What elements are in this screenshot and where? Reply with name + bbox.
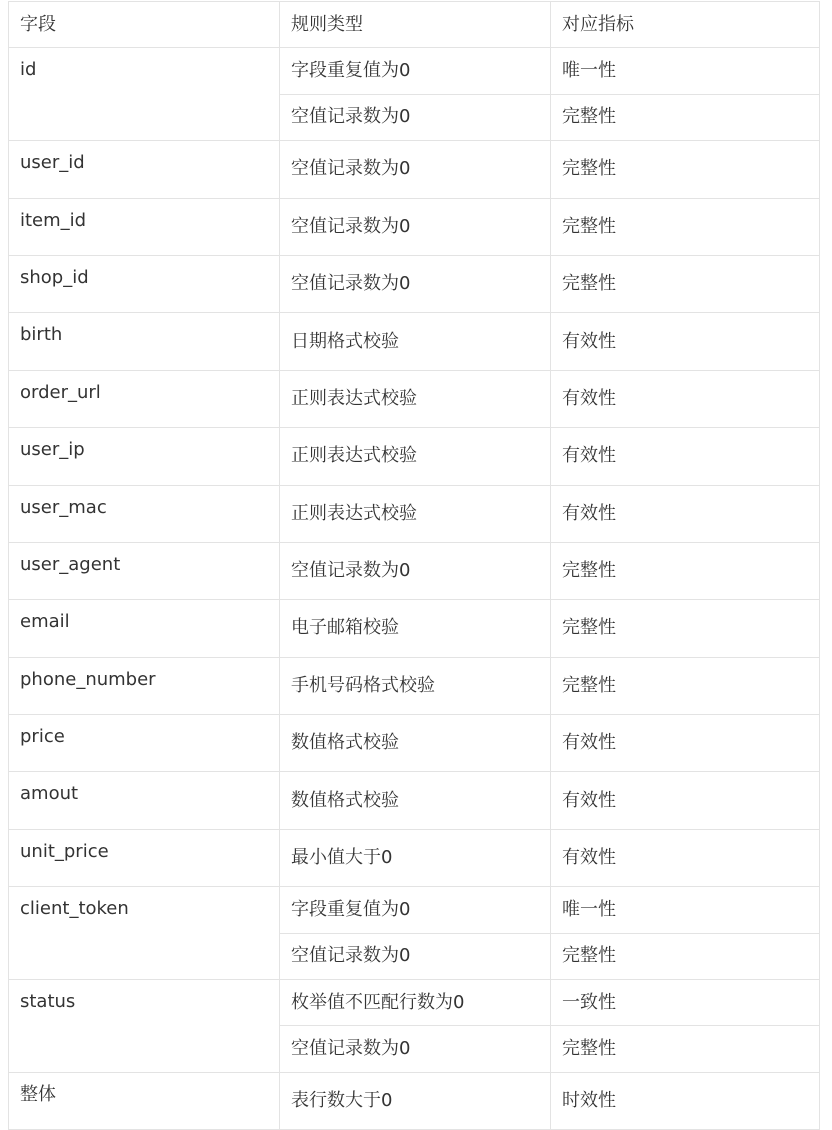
header-metric: 对应指标 [551,2,820,48]
table-row [9,485,820,542]
header-rule-type: 规则类型 [280,2,551,48]
metric-cell: 完整性 [551,542,820,599]
table-row [9,715,820,772]
rule-type-cell: 表行数大于0 [280,1072,551,1129]
metric-cell: 有效性 [551,485,820,542]
metric-cell: 完整性 [551,94,820,140]
rule-type-cell: 空值记录数为0 [280,255,551,312]
rule-type-cell: 正则表达式校验 [280,485,551,542]
rule-type-cell: 正则表达式校验 [280,370,551,427]
metric-cell: 有效性 [551,370,820,427]
header-field: 字段 [9,2,280,48]
table-row [9,542,820,599]
metric-cell: 完整性 [551,1026,820,1072]
field-name-cell: amout [9,772,280,829]
field-name-cell: id [9,48,280,141]
rule-type-cell: 手机号码格式校验 [280,657,551,714]
metric-cell: 有效性 [551,313,820,370]
rule-type-cell: 数值格式校验 [280,772,551,829]
table-body [9,48,820,1130]
metric-cell: 时效性 [551,1072,820,1129]
metric-cell: 一致性 [551,980,820,1026]
metric-cell: 完整性 [551,933,820,979]
metric-cell: 完整性 [551,255,820,312]
metric-cell: 有效性 [551,715,820,772]
rule-type-cell: 空值记录数为0 [280,933,551,979]
rule-type-cell: 电子邮箱校验 [280,600,551,657]
field-name-cell: user_agent [9,542,280,599]
field-name-cell: user_ip [9,428,280,485]
table-row [9,198,820,255]
rule-type-cell: 字段重复值为0 [280,48,551,94]
table-row [9,829,820,886]
table-row [9,980,820,1026]
table-row [9,600,820,657]
metric-cell: 唯一性 [551,48,820,94]
table-header-row [9,2,820,48]
rule-type-cell: 空值记录数为0 [280,1026,551,1072]
field-name-cell: user_id [9,141,280,198]
metric-cell: 有效性 [551,829,820,886]
field-name-cell: price [9,715,280,772]
rule-type-cell: 空值记录数为0 [280,141,551,198]
rule-type-cell: 数值格式校验 [280,715,551,772]
table-row [9,370,820,427]
rule-type-cell: 日期格式校验 [280,313,551,370]
table-row [9,772,820,829]
table-row [9,887,820,933]
rule-type-cell: 枚举值不匹配行数为0 [280,980,551,1026]
data-quality-rules-table [8,1,820,1130]
field-name-cell: email [9,600,280,657]
rule-type-cell: 空值记录数为0 [280,198,551,255]
field-name-cell: birth [9,313,280,370]
rules-table-container [8,1,819,1130]
rule-type-cell: 空值记录数为0 [280,542,551,599]
metric-cell: 完整性 [551,198,820,255]
field-name-cell: unit_price [9,829,280,886]
table-row [9,48,820,94]
field-name-cell: phone_number [9,657,280,714]
table-row [9,255,820,312]
table-row [9,1072,820,1129]
table-row [9,141,820,198]
metric-cell: 唯一性 [551,887,820,933]
metric-cell: 完整性 [551,657,820,714]
field-name-cell: user_mac [9,485,280,542]
metric-cell: 有效性 [551,428,820,485]
table-row [9,313,820,370]
field-name-cell: shop_id [9,255,280,312]
rule-type-cell: 空值记录数为0 [280,94,551,140]
field-name-cell: status [9,980,280,1073]
rule-type-cell: 最小值大于0 [280,829,551,886]
field-name-cell: item_id [9,198,280,255]
field-name-cell: order_url [9,370,280,427]
metric-cell: 完整性 [551,141,820,198]
rule-type-cell: 字段重复值为0 [280,887,551,933]
field-name-cell: client_token [9,887,280,980]
rule-type-cell: 正则表达式校验 [280,428,551,485]
table-row [9,428,820,485]
field-name-cell: 整体 [9,1072,280,1129]
metric-cell: 完整性 [551,600,820,657]
metric-cell: 有效性 [551,772,820,829]
table-row [9,657,820,714]
